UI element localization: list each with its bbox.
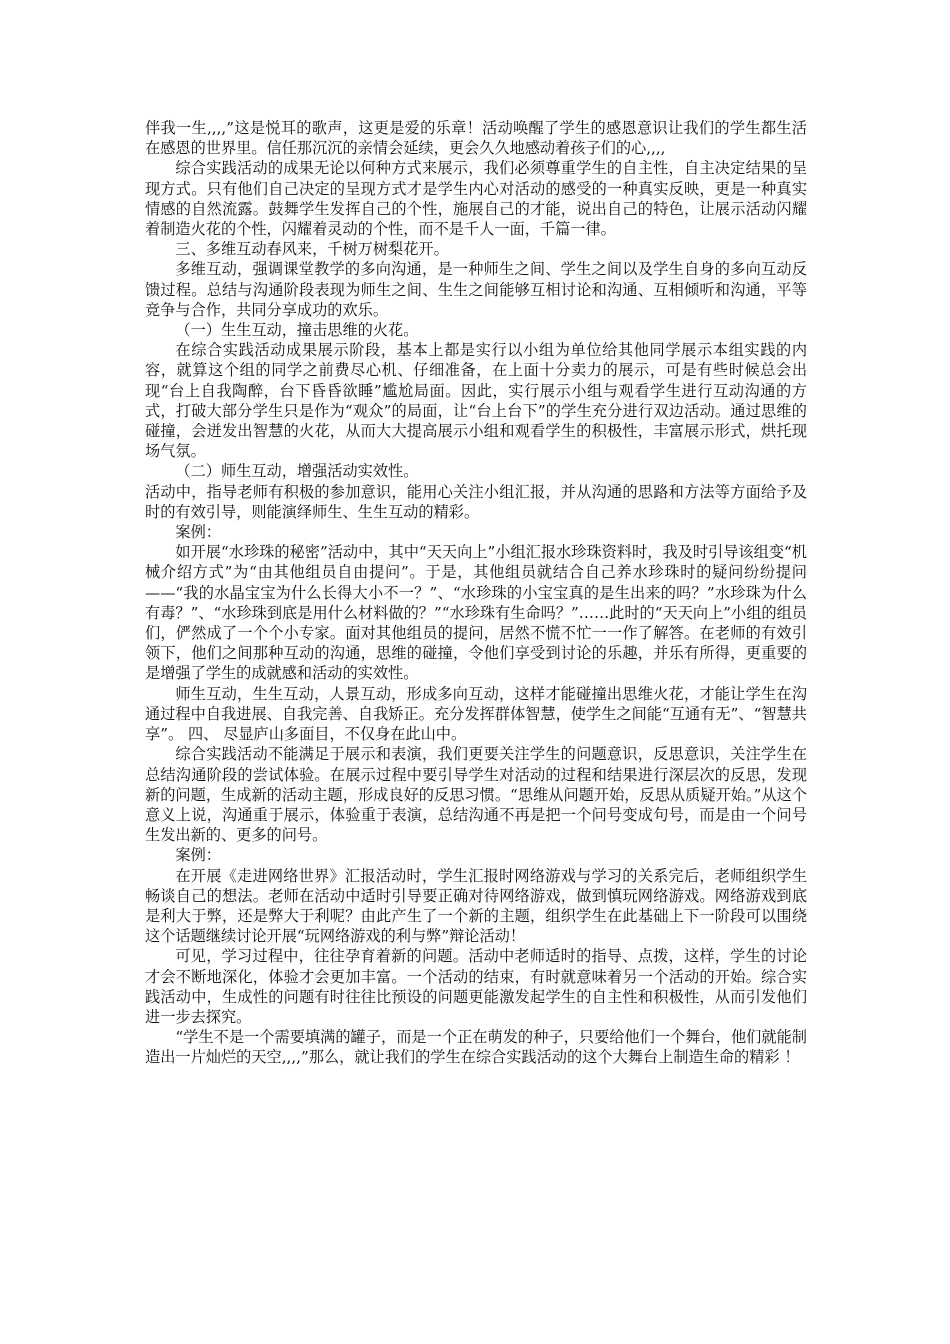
case-label-1: 案例：	[175, 523, 221, 542]
paragraph-4: 多维互动，强调课堂教学的多向沟通，是一种师生之间、学生之间以及学生自身的多向互动反馈过程。总结与沟通阶段表现为师生之间、生生之间能够互相讨论和沟通、互相倾听和沟通，平等竞争与合作，共同分享成功的欢乐。	[145, 260, 807, 319]
paragraph-6: 在综合实践活动成果展示阶段，基本上都是实行以小组为单位给其他同学展示本组实践的内容，就算这个组的同学之前费尽心机、仔细准备，在上面十分卖力的展示，可是有些时候总会出现“台上自我陶醉，台下昏昏欲睡”尴尬局面。因此，实行展示小组与观看学生进行互动沟通的方式，打破大部分学生只是作为“观众”的局面，让“台上台下”的学生充分进行双边活动。通过思维的碰撞，会迸发出智慧的火花，从而大大提高展示小组和观看学生的积极性，丰富展示形式，烘托现场气氛。	[145, 341, 807, 461]
document-body	[145, 118, 807, 1068]
paragraph-10: 如开展“水珍珠的秘密”活动中，其中“天天向上”小组汇报水珍珠资料时，我及时引导该组变“机械介绍方式”为“由其他组员自由提问”。于是，其他组员就结合自己养水珍珠时的疑问纷纷提问——“我的水晶宝宝为什么长得大小不一？”、“水珍珠的小宝宝真的是生出来的吗？”水珍珠为什么有毒？”、“水珍珠到底是用什么材料做的？”“水珍珠有生命吗？”……此时的“天天向上”小组的组员们，俨然成了一个个小专家。面对其他组员的提问，居然不慌不忙一一作了解答。在老师的有效引领下，他们之间那种互动的沟通，思维的碰撞，令他们享受到讨论的乐趣，并乐有所得，更重要的是增强了学生的成就感和活动的实效性。	[145, 543, 807, 683]
section-heading-3: 三、多维互动春风来，千树万树梨花开。	[175, 240, 449, 259]
paragraph-15: 可见，学习过程中，往往孕育着新的问题。活动中老师适时的指导、点拨，这样，学生的讨论才会不断地深化，体验才会更加丰富。一个活动的结束，有时就意味着另一个活动的开始。综合实践活动中，生成性的问题有时往往比预设的问题更能激发起学生的自主性和积极性，从而引发他们进一步去探究。	[145, 947, 807, 1026]
subheading-2: （二）师生互动，增强活动实效性。	[175, 462, 419, 481]
subheading-1: （一）生生互动，撞击思维的火花。	[175, 321, 419, 340]
paragraph-8: 活动中，指导老师有积极的参加意识，能用心关注小组汇报，并从沟通的思路和方法等方面给予及时的有效引导，则能演绎师生、生生互动的精彩。	[145, 482, 807, 521]
paragraph-12: 综合实践活动不能满足于展示和表演，我们更要关注学生的问题意识，反思意识，关注学生在总结沟通阶段的尝试体验。在展示过程中要引导学生对活动的过程和结果进行深层次的反思，发现新的问题，生成新的活动主题，形成良好的反思习惯。“思维从问题开始，反思从质疑开始。”从这个意义上说，沟通重于展示，体验重于表演，总结沟通不再是把一个问号变成句号，而是由一个问号生发出新的、更多的问号。	[145, 745, 807, 845]
paragraph-2: 综合实践活动的成果无论以何种方式来展示，我们必须尊重学生的自主性，自主决定结果的呈现方式。只有他们自己决定的呈现方式才是学生内心对活动的感受的一种真实反映，更是一种真实情感的自然流露。鼓舞学生发挥自己的个性，施展自己的才能，说出自己的特色，让展示活动闪耀着制造火花的个性，闪耀着灵动的个性，而不是千人一面，千篇一律。	[145, 159, 807, 239]
paragraph-16: “学生不是一个需要填满的罐子，而是一个正在萌发的种子，只要给他们一个舞台，他们就能制造出一片灿烂的天空,,,,”那么，就让我们的学生在综合实践活动的这个大舞台上制造生命的精彩 ！	[145, 1028, 807, 1067]
case-label-2: 案例：	[175, 846, 221, 865]
paragraph-1: 伴我一生,,,,”这是悦耳的歌声，这更是爱的乐章！活动唤醒了学生的感恩意识让我们的学生都生活在感恩的世界里。信任那沉沉的亲情会延续，更会久久地感动着孩子们的心,,,,	[145, 119, 807, 158]
paragraph-11: 师生互动，生生互动，人景互动，形成多向互动，这样才能碰撞出思维火花，才能让学生在沟通过程中自我进展、自我完善、自我矫正。充分发挥群体智慧，使学生之间能“互通有无”、“智慧共享”。 四、 尽显庐山多面目，不仅身在此山中。	[145, 684, 807, 744]
paragraph-14: 在开展《走进网络世界》汇报活动时，学生汇报时网络游戏与学习的关系完后，老师组织学生畅谈自己的想法。老师在活动中适时引导要正确对待网络游戏，做到慎玩网络游戏。网络游戏到底是利大于弊，还是弊大于利呢？由此产生了一个新的主题，组织学生在此基础上下一阶段可以围绕这个话题继续讨论开展“玩网络游戏的利与弊”辩论活动！	[145, 866, 807, 946]
